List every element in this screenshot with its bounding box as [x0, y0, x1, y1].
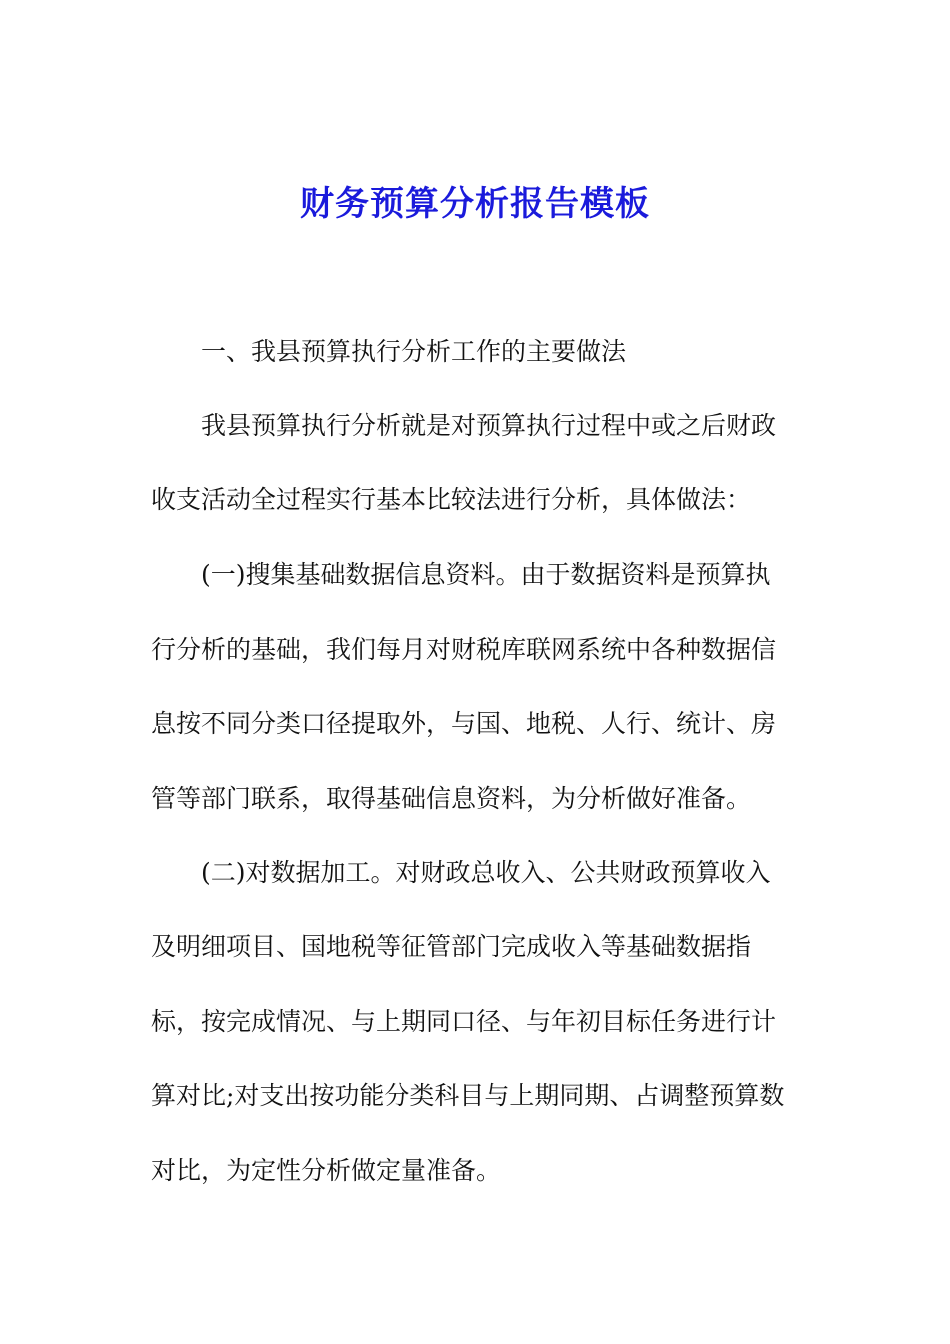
- paragraph-line: 及明细项目、国地税等征管部门完成收入等基础数据指: [151, 932, 752, 961]
- paragraph-line: 标，按完成情况、与上期同口径、与年初目标任务进行计: [151, 1007, 777, 1036]
- paragraph-line: 管等部门联系，取得基础信息资料，为分析做好准备。: [151, 784, 752, 813]
- paragraph-line: 我县预算执行分析就是对预算执行过程中或之后财政: [201, 411, 777, 440]
- paragraph-line: 对比，为定性分析做定量准备。: [151, 1156, 502, 1185]
- paragraph-line: 收支活动全过程实行基本比较法进行分析，具体做法：: [151, 485, 752, 514]
- paragraph-line: (一)搜集基础数据信息资料。由于数据资料是预算执: [201, 560, 771, 589]
- paragraph-line: 息按不同分类口径提取外，与国、地税、人行、统计、房: [151, 709, 777, 738]
- paragraph-line: 行分析的基础，我们每月对财税库联网系统中各种数据信: [151, 635, 777, 664]
- paragraph-line: 算对比;对支出按功能分类科目与上期同期、占调整预算数: [151, 1081, 785, 1110]
- paragraph-line: (二)对数据加工。对财政总收入、公共财政预算收入: [201, 858, 771, 887]
- section-heading: 一、我县预算执行分析工作的主要做法: [201, 337, 627, 366]
- document-title: 财务预算分析报告模板: [300, 184, 650, 224]
